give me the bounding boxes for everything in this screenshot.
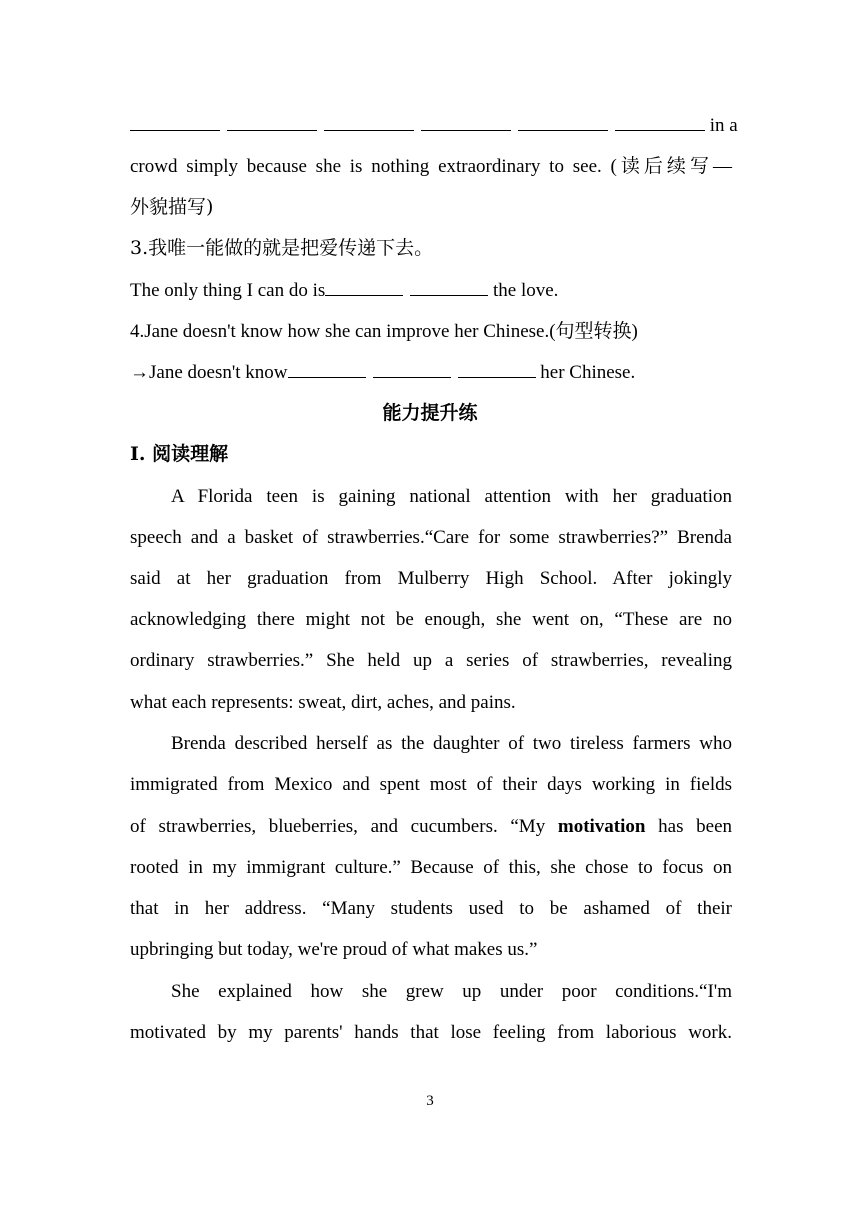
q3-answer-line	[130, 270, 732, 311]
passage-text: has been	[658, 816, 733, 837]
q4-prompt: 4.Jane doesn't know how she can improve her Chinese.(句型转换)	[130, 321, 638, 342]
answer-blank[interactable]	[518, 108, 608, 131]
part-heading: Ⅰ. 阅读理解	[130, 443, 229, 465]
answer-blank[interactable]	[421, 108, 511, 131]
q4-tail-text: her Chinese.	[540, 362, 636, 383]
answer-blank[interactable]	[615, 108, 705, 131]
passage-line: Brenda described herself as the daughter of two tireless farmers who	[171, 733, 732, 754]
passage-line: what each represents: sweat, dirt, aches, and pains.	[130, 692, 516, 713]
answer-blank[interactable]	[458, 355, 536, 378]
keyword-motivation: motivation	[557, 816, 646, 837]
passage-line	[130, 806, 732, 847]
answer-blank[interactable]	[410, 273, 488, 296]
passage-line: immigrated from Mexico and spent most of their days working in fields	[130, 774, 732, 795]
q2-tail-text: in a	[709, 115, 738, 136]
q2-answer-line	[130, 105, 738, 146]
q3-prompt: 3.我唯一能做的就是把爱传递下去。	[130, 237, 434, 259]
answer-blank[interactable]	[227, 108, 317, 131]
passage-line: said at her graduation from Mulberry High School. After jokingly	[130, 568, 732, 589]
passage-text: of strawberries, blueberries, and cucumbers. “My	[130, 816, 546, 837]
passage-line: A Florida teen is gaining national attention with her graduation	[171, 486, 732, 507]
passage-line: motivated by my parents' hands that lose feeling from laborious work.	[130, 1022, 732, 1043]
answer-blank[interactable]	[324, 108, 414, 131]
section-title: 能力提升练	[382, 402, 478, 424]
passage-line: upbringing but today, we're proud of what makes us.”	[130, 939, 538, 960]
passage-line: acknowledging there might not be enough, she went on, “These are no	[130, 609, 732, 630]
answer-blank[interactable]	[130, 108, 220, 131]
q4-head-text: →Jane doesn't know	[130, 362, 288, 383]
q4-answer-line	[130, 352, 732, 393]
page-number: 3	[426, 1093, 434, 1109]
passage-line: that in her address. “Many students used to be ashamed of their	[130, 898, 732, 919]
passage-line: rooted in my immigrant culture.” Because of this, she chose to focus on	[130, 857, 732, 878]
q2-note-line: 外貌描写)	[130, 196, 214, 218]
answer-blank[interactable]	[288, 355, 366, 378]
q3-head-text: The only thing I can do is	[130, 280, 326, 301]
q3-tail-text: the love.	[493, 280, 559, 301]
answer-blank[interactable]	[373, 355, 451, 378]
passage-line: She explained how she grew up under poor conditions.“I'm	[171, 981, 732, 1002]
q2-sentence-line: crowd simply because she is nothing extraordinary to see. (读后续写—	[130, 156, 732, 177]
passage-line: speech and a basket of strawberries.“Care for some strawberries?” Brenda	[130, 527, 732, 548]
passage-line: ordinary strawberries.” She held up a series of strawberries, revealing	[130, 650, 732, 671]
answer-blank[interactable]	[325, 273, 403, 296]
